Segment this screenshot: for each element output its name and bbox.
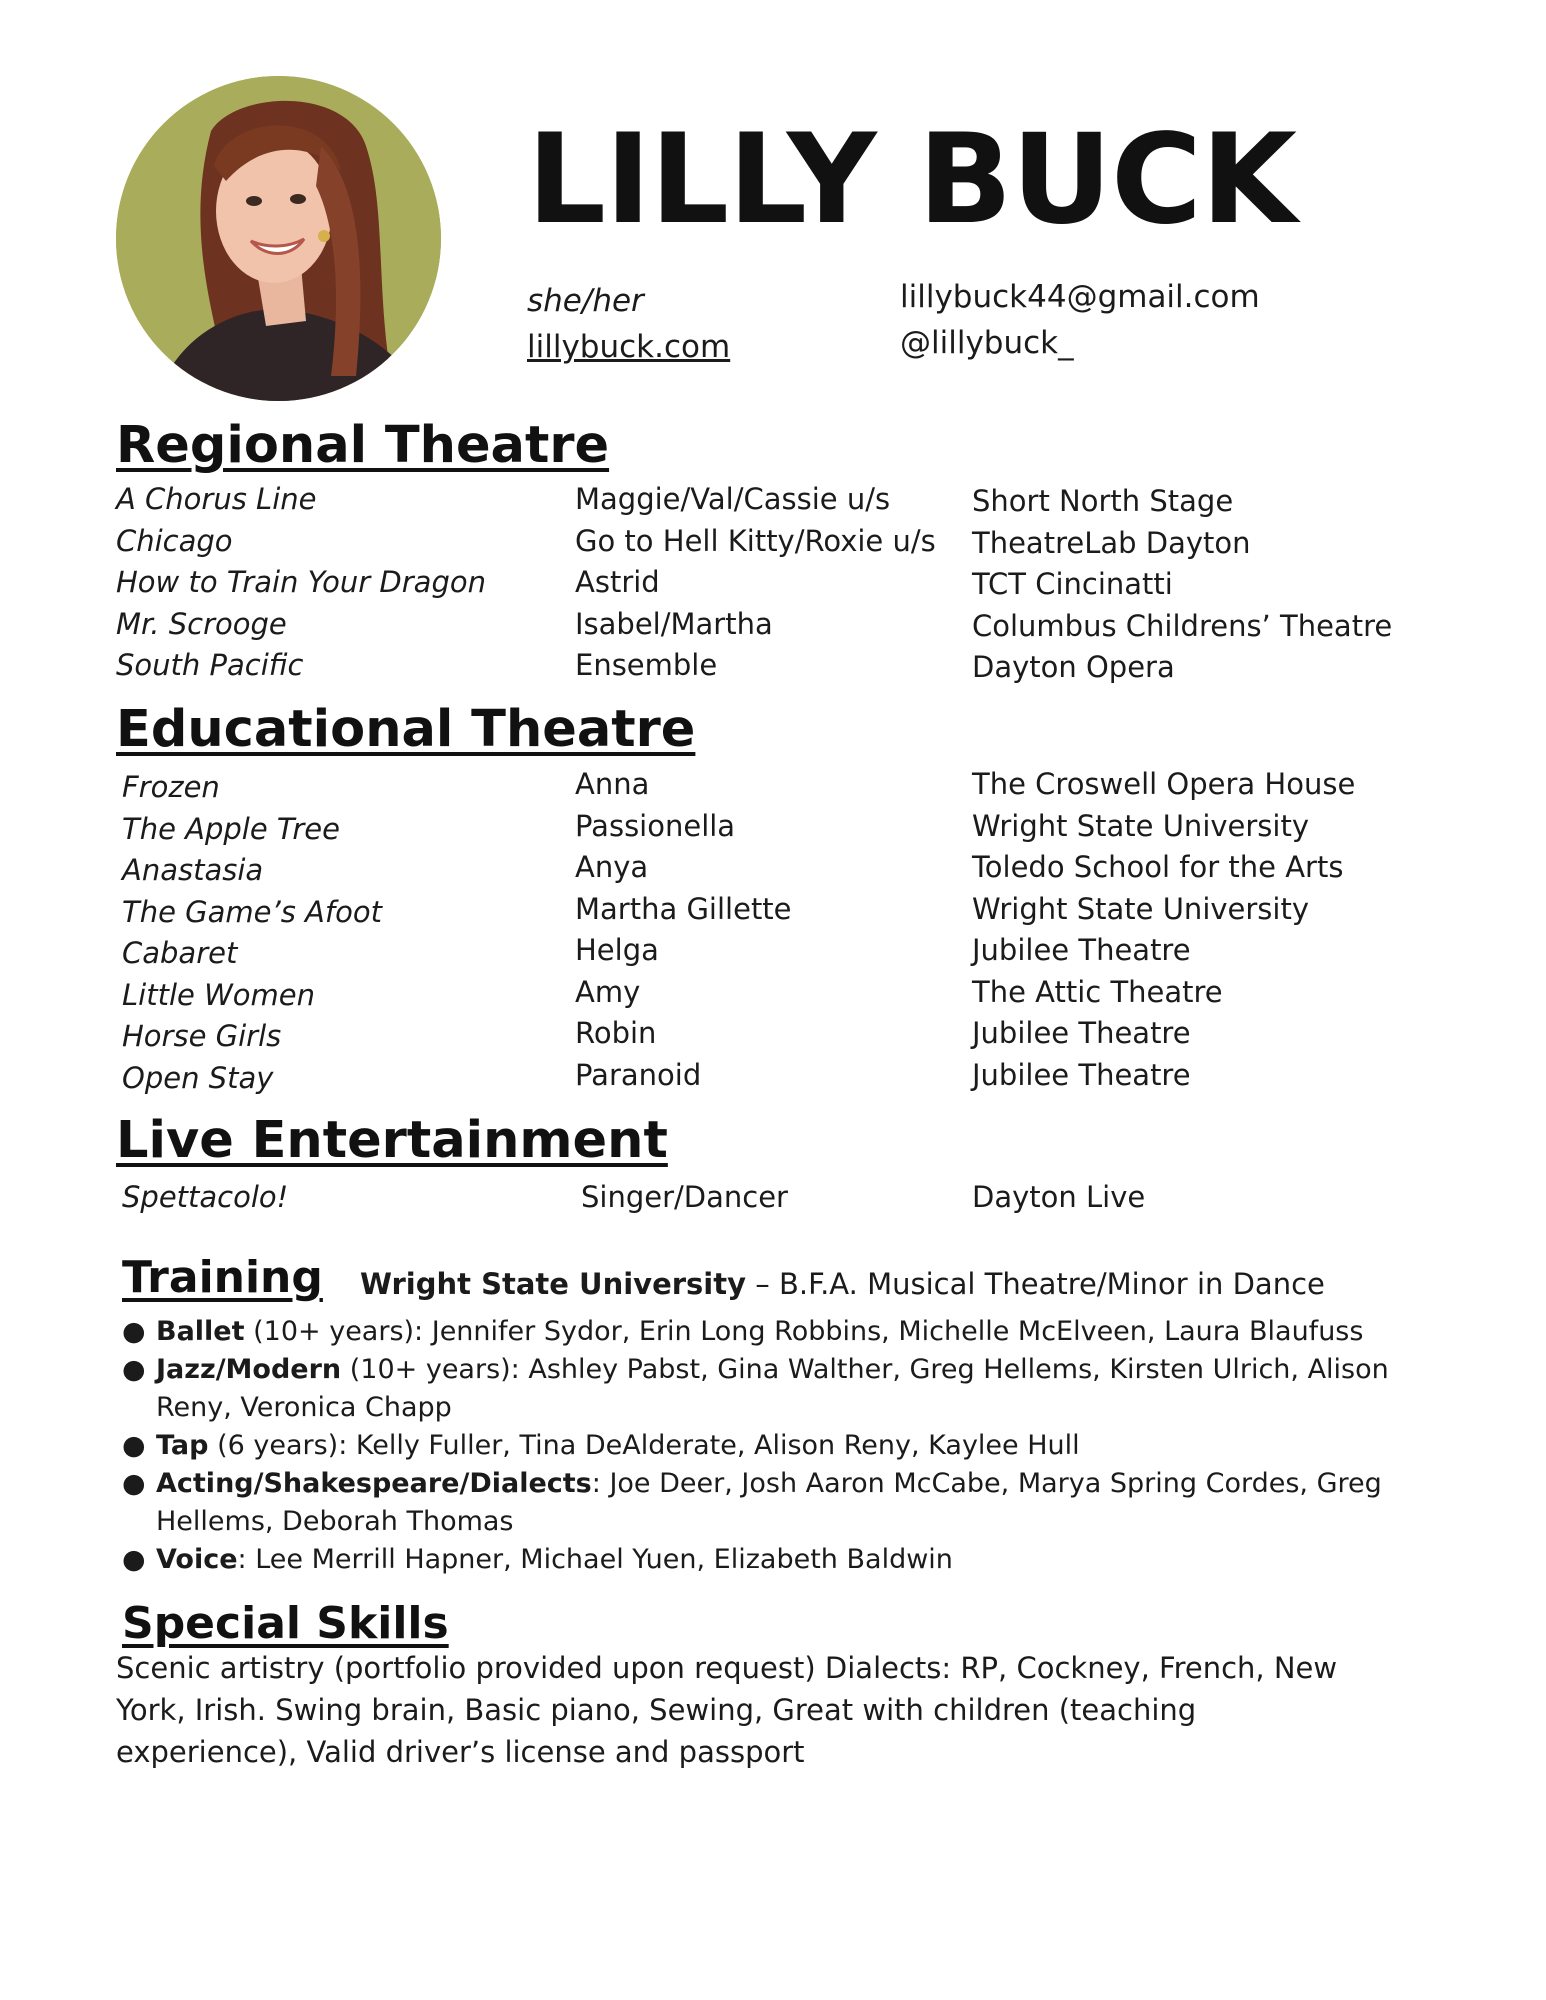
social-handle: @lillybuck_ [900,325,1074,361]
credit-role: Anya [575,850,649,884]
credit-venue: The Attic Theatre [972,974,1223,1009]
section-heading-skills: Special Skills [122,1598,449,1649]
credit-venue: Jubilee Theatre [972,933,1191,967]
credit-row [0,972,1546,1014]
credit-role: Paranoid [575,1057,702,1092]
credit-row [0,847,1546,889]
training-item [120,1351,1420,1427]
credit-venue: TCT Cincinatti [972,567,1173,601]
credit-show: Spettacolo! [122,1180,289,1214]
credit-venue: Toledo School for the Arts [972,850,1344,884]
credit-role: Singer/Dancer [581,1180,788,1214]
training-item [120,1427,1420,1465]
training-detail: (6 years): Kelly Fuller, Tina DeAlderate, Alison Reny, Kaylee Hull [208,1430,1080,1461]
training-school-name: Wright State University [360,1267,747,1301]
contact-left [527,278,730,370]
credit-row [0,1013,1546,1055]
credit-role: Ensemble [575,648,718,682]
credit-role: Robin [575,1016,657,1050]
credit-show: A Chorus Line [116,482,317,516]
credit-row [0,479,1546,521]
credit-row [0,889,1546,931]
credit-role: Martha Gillette [575,891,792,926]
training-category: Voice [156,1544,238,1575]
credit-role: Isabel/Martha [575,606,773,641]
special-skills-text: Scenic artistry (portfolio provided upon request) Dialects: RP, Cockney, French, New York, Irish. Swing brain, Basic piano, Sewing, Great with children (teaching experience), Valid driver’s license and passport [116,1651,1338,1769]
section-heading-live: Live Entertainment [116,1111,668,1170]
training-detail: (10+ years): Ashley Pabst, Gina Walther, Greg Hellems, Kirsten Ulrich, Alison Reny, Veronica Chapp [156,1354,1389,1423]
credit-venue: The Croswell Opera House [972,767,1356,801]
training-item [120,1313,1420,1351]
credit-role: Go to Hell Kitty/Roxie u/s [575,523,936,558]
credit-venue: Short North Stage [972,484,1234,518]
credit-row [0,1177,1546,1219]
training-degree: – B.F.A. Musical Theatre/Minor in Dance [746,1267,1325,1301]
training-category: Tap [156,1430,209,1461]
training-detail: (10+ years): Jennifer Sydor, Erin Long Robbins, Michelle McElveen, Laura Blaufuss [244,1316,1364,1347]
credit-role: Maggie/Val/Cassie u/s [575,482,891,516]
credit-venue: Jubilee Theatre [972,1016,1191,1050]
credit-show: The Game’s Afoot [122,894,382,929]
credit-venue: Dayton Opera [972,650,1175,684]
training-detail: : Lee Merrill Hapner, Michael Yuen, Elizabeth Baldwin [237,1544,953,1575]
bullet-icon: ● [122,1354,146,1385]
credit-show: Cabaret [122,936,238,970]
credit-role: Astrid [575,565,660,599]
credit-show: Horse Girls [122,1019,282,1053]
credit-venue: Dayton Live [972,1180,1146,1214]
credit-show: How to Train Your Dragon [116,565,486,599]
bullet-icon: ● [122,1430,146,1461]
training-category: Ballet [156,1316,245,1347]
credit-row [0,645,1546,687]
section-heading-regional: Regional Theatre [116,416,610,475]
credit-venue: Jubilee Theatre [972,1057,1191,1092]
credit-row [0,806,1546,848]
training-list [120,1313,1420,1579]
credit-row [0,1055,1546,1097]
resume-name: LILLY BUCK [527,108,1297,252]
credit-venue: Columbus Childrens’ Theatre [972,608,1393,643]
training-category: Jazz/Modern [156,1354,342,1385]
training-school [360,1264,1325,1304]
credit-show: Chicago [116,523,233,558]
credit-role: Helga [575,933,659,967]
credit-venue: Wright State University [972,808,1309,843]
website-link[interactable]: lillybuck.com [527,329,731,365]
credit-show: Open Stay [122,1060,274,1095]
credit-show: Anastasia [122,853,264,887]
credit-show: Little Women [122,977,315,1012]
bullet-icon: ● [122,1468,146,1499]
credit-role: Amy [575,974,641,1009]
credit-venue: TheatreLab Dayton [972,525,1251,560]
contact-right [900,274,1260,366]
credit-row [0,562,1546,604]
credit-row [0,764,1546,806]
headshot-photo [116,76,441,401]
headshot-image [116,76,441,401]
credit-venue: Wright State University [972,891,1309,926]
credit-role: Anna [575,767,650,801]
training-item [120,1465,1420,1541]
credit-show: Mr. Scrooge [116,606,287,641]
training-detail: : Joe Deer, Josh Aaron McCabe, Marya Spring Cordes, Greg Hellems, Deborah Thomas [156,1468,1382,1537]
educational-credits [0,764,1546,1096]
section-heading-educational: Educational Theatre [116,700,696,759]
live-credits [0,1177,1546,1219]
credit-show: Frozen [122,770,220,804]
credit-show: South Pacific [116,648,304,682]
credit-show: The Apple Tree [122,811,340,846]
pronouns: she/her [527,283,644,319]
bullet-icon: ● [122,1544,146,1575]
credit-row [0,604,1546,646]
email-address[interactable]: lillybuck44@gmail.com [900,279,1260,315]
bullet-icon: ● [122,1316,146,1347]
section-heading-training: Training [122,1252,323,1303]
credit-role: Passionella [575,808,736,843]
credit-row [0,930,1546,972]
training-category: Acting/Shakespeare/Dialects [156,1468,592,1499]
credit-row [0,521,1546,563]
regional-credits [0,479,1546,687]
training-item [120,1541,1420,1579]
